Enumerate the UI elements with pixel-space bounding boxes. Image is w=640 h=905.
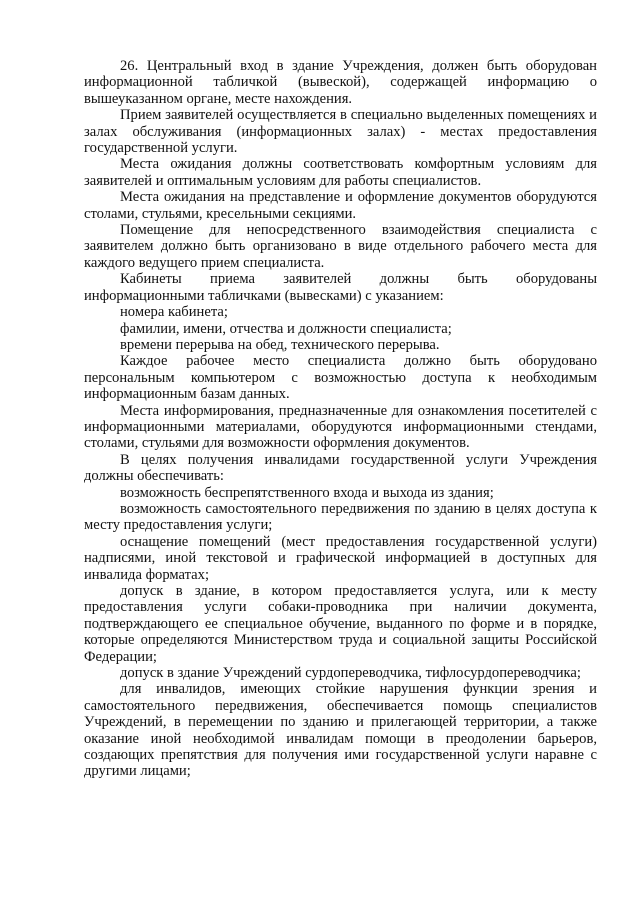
list-item-accessible-signage: оснащение помещений (мест предоставления государственной услуги) надписями, иной текстовой и графической информацией в доступных для инвалида форматах;: [84, 533, 597, 583]
paragraph-workstation-computer: Каждое рабочее место специалиста должно быть оборудовано персональным компьютером с возможностью доступа к необходимым информационным базам данных.: [84, 353, 597, 403]
list-item-break-time: времени перерыва на обед, технического перерыва.: [120, 336, 440, 353]
paragraph-workplace-room: Помещение для непосредственного взаимодействия специалиста с заявителем должно быть организовано в виде отдельного рабочего места для каждого ведущего прием специалиста.: [84, 222, 597, 271]
list-item-room-number: номера кабинета;: [120, 304, 228, 321]
paragraph-information-places: Места информирования, предназначенные для ознакомления посетителей с информационными материалами, оборудуются информационными стендами, столами, стульями для возможности оформления документов.: [84, 402, 597, 452]
list-item-sign-interpreter: допуск в здание Учреждений сурдопереводчика, тифлосурдопереводчика;: [120, 665, 581, 682]
list-item-assistance: для инвалидов, имеющих стойкие нарушения функции зрения и самостоятельного передвижения, обеспечивается помощь специалистов Учреждений, в перемещении по зданию и прилегающей территории, а также оказание иной необходимой инвалидам помощи в преодолении барьеров, создающих препятствия для получения ими государственной услуги наравне с другими лицами;: [84, 681, 597, 780]
list-item-independent-movement: возможность самостоятельного передвижения по зданию в целях доступа к месту предоставления услуги;: [84, 500, 597, 534]
paragraph-office-signs: Кабинеты приема заявителей должны быть оборудованы информационными табличками (вывесками) с указанием:: [84, 271, 597, 304]
paragraph-waiting-furniture: Места ожидания на представление и оформление документов оборудуются столами, стульями, кресельными секциями.: [84, 189, 597, 222]
paragraph-reception-rooms: Прием заявителей осуществляется в специально выделенных помещениях и залах обслуживания (информационных залах) - местах предоставления государственной услуги.: [84, 107, 597, 157]
list-item-specialist-name: фамилии, имени, отчества и должности специалиста;: [120, 320, 452, 337]
list-item-free-entry: возможность беспрепятственного входа и выхода из здания;: [120, 484, 494, 501]
paragraph-central-entrance: 26. Центральный вход в здание Учреждения, должен быть оборудован информационной табличкой (вывеской), содержащей информацию о вышеуказанном органе, месте нахождения.: [84, 58, 597, 107]
paragraph-disabled-access-intro: В целях получения инвалидами государственной услуги Учреждения должны обеспечивать:: [84, 451, 597, 485]
document-page: [84, 58, 597, 780]
paragraph-waiting-areas: Места ожидания должны соответствовать комфортным условиям для заявителей и оптимальным условиям для работы специалистов.: [84, 156, 597, 189]
list-item-guide-dog: допуск в здание, в котором предоставляется услуга, или к месту предоставления услуги собаки-проводника при наличии документа, подтверждающего ее специальное обучение, выданного по форме и в порядке, которые определяются Министерством труда и социальной защиты Российской Федерации;: [84, 583, 597, 665]
